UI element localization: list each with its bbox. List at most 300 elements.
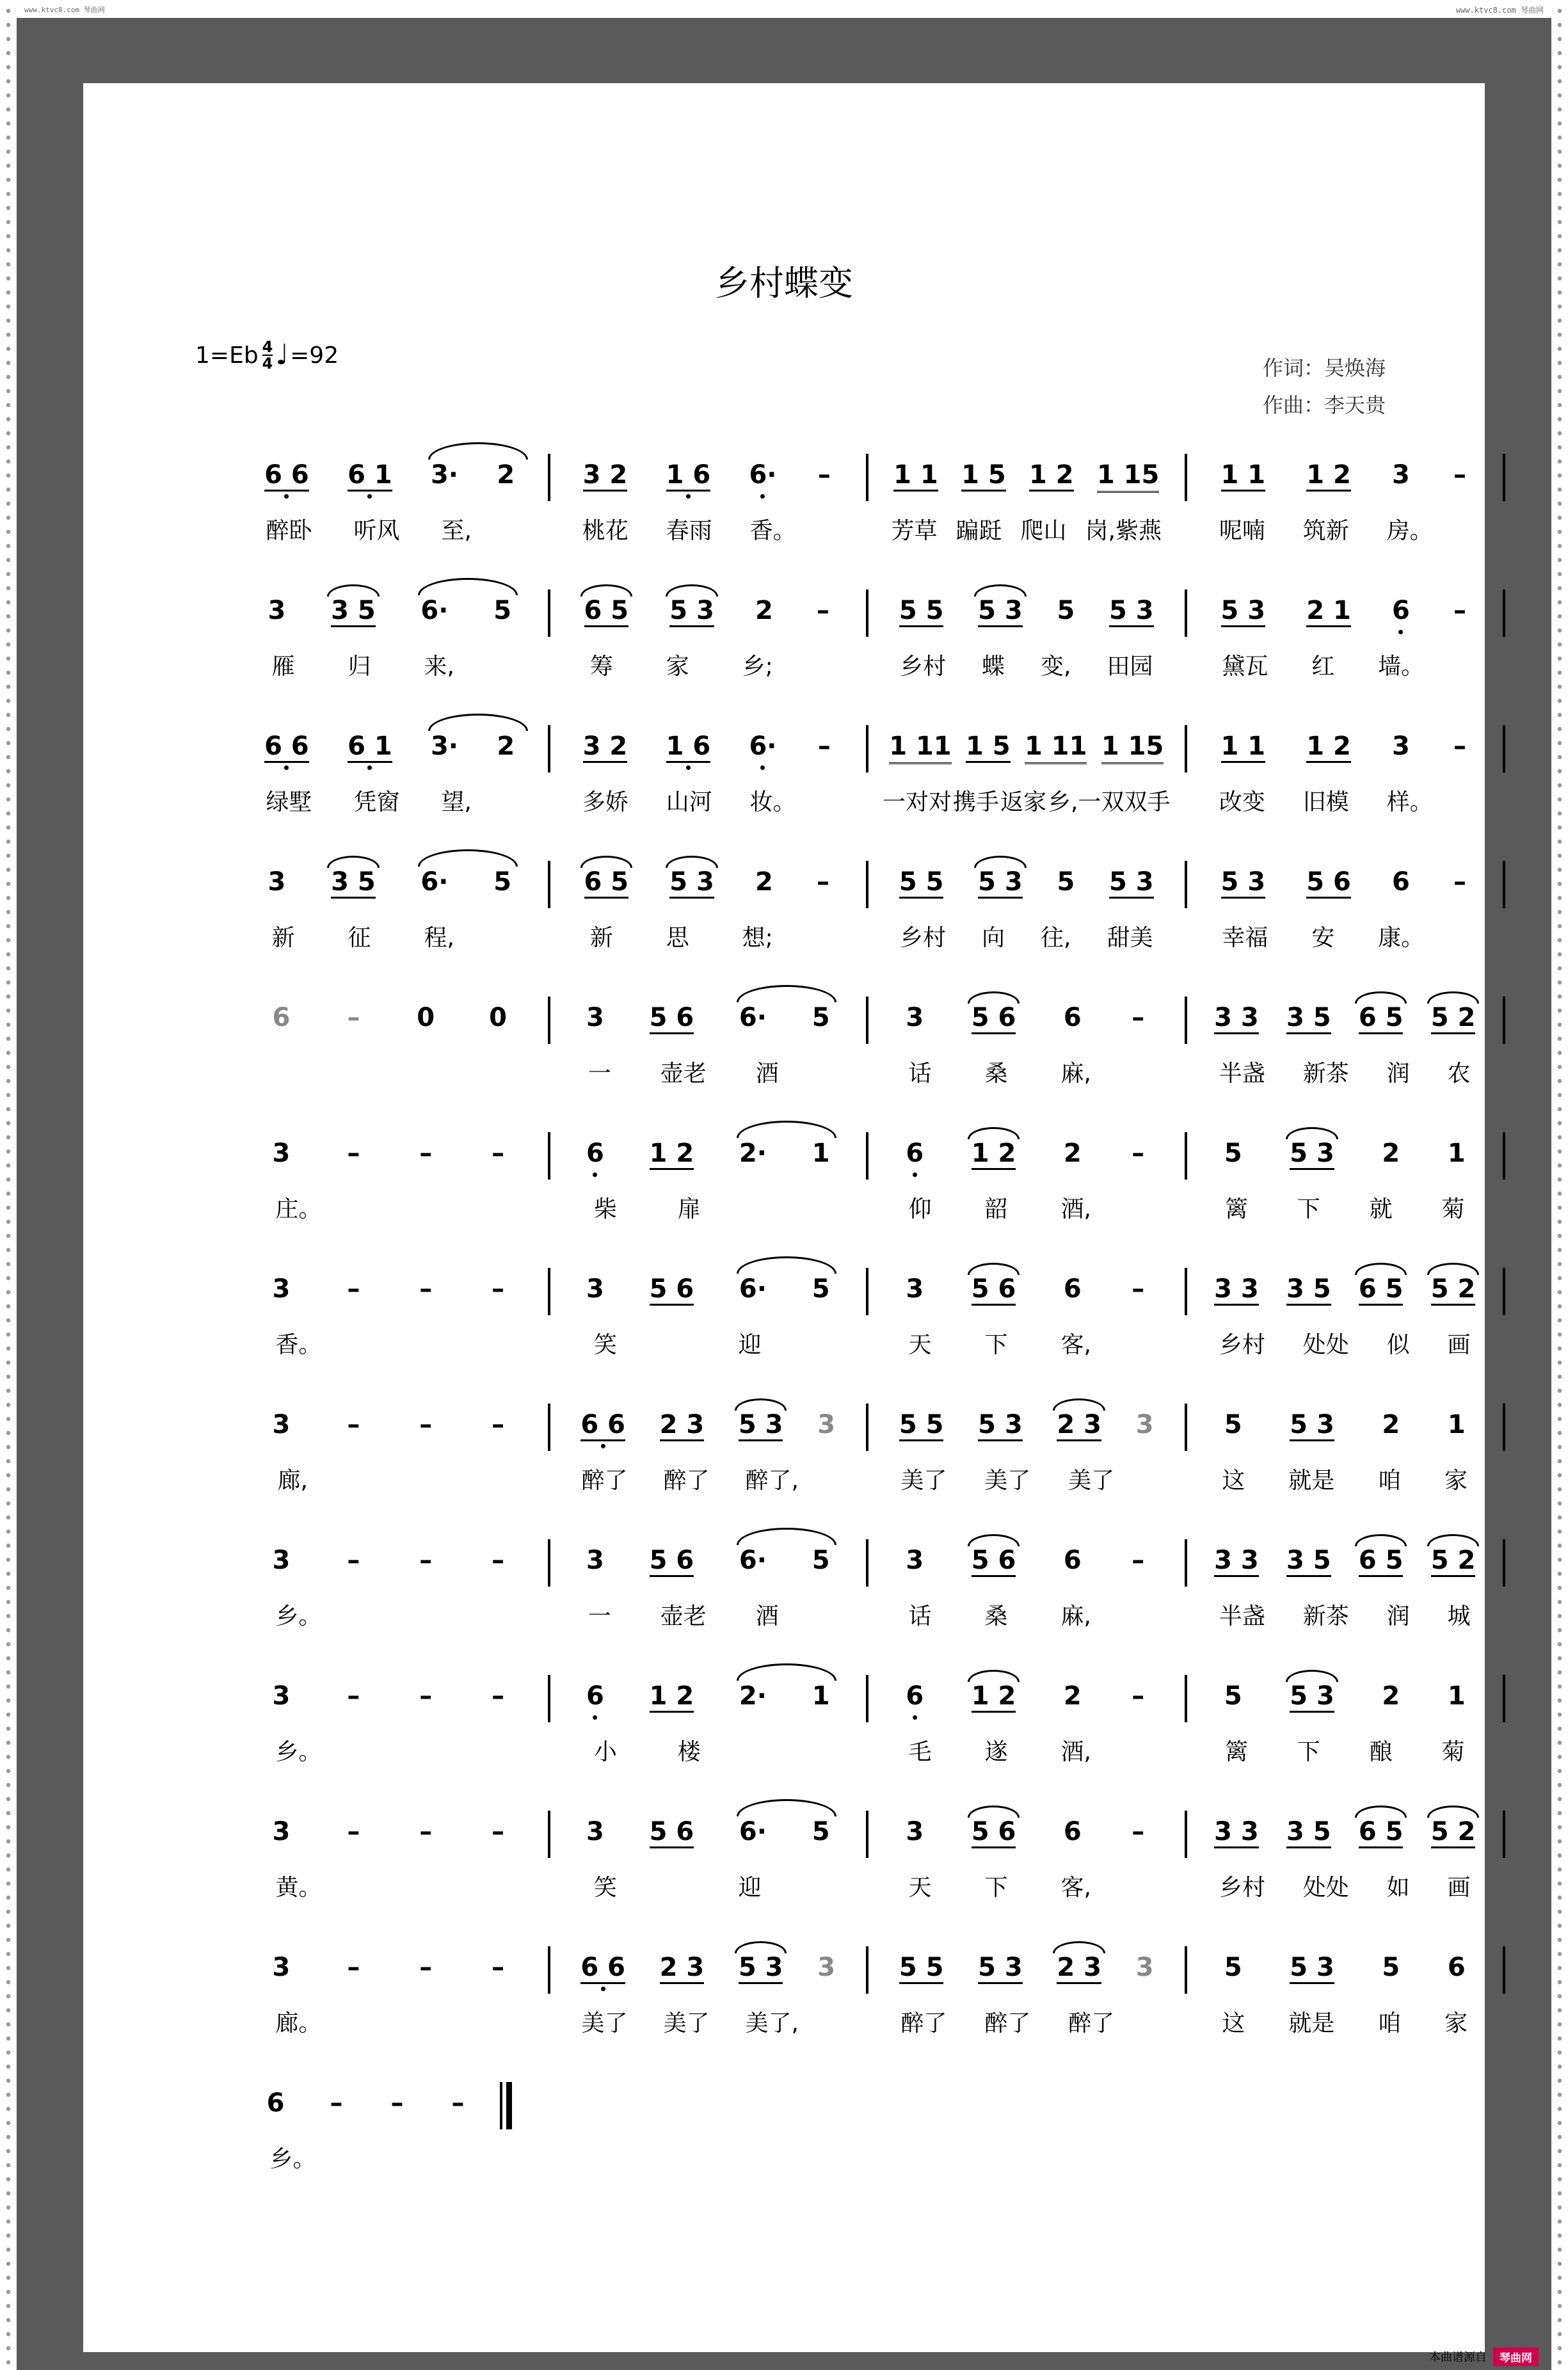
note: 3	[906, 1817, 924, 1846]
lyric-syllable: 廊,	[277, 1468, 308, 1494]
barline	[546, 1539, 552, 1587]
note: 3	[268, 867, 286, 897]
barline	[546, 1811, 552, 1858]
barline	[1501, 861, 1507, 908]
lyric-syllable: 岗,紫燕	[1085, 518, 1162, 544]
footer-source	[1429, 2347, 1539, 2366]
lyrics-row	[234, 648, 1507, 687]
barline	[1183, 1946, 1189, 1994]
barline	[1501, 454, 1507, 501]
lyrics-row	[234, 784, 1507, 822]
lyric-syllable: 毛	[908, 1739, 932, 1765]
note: 5 5	[899, 1401, 944, 1441]
lyric-syllable: 妆。	[749, 789, 796, 815]
barline	[864, 1132, 870, 1180]
barline	[1501, 1539, 1507, 1587]
lyric-syllable: 醉了	[581, 1468, 628, 1494]
lyric-measure	[552, 1462, 865, 1501]
lyric-syllable: 天	[908, 1875, 932, 1901]
lyric-syllable: 呢喃	[1219, 518, 1265, 544]
notes-row	[234, 1265, 1507, 1317]
note: 6·	[749, 451, 776, 490]
note: 3 5	[1286, 994, 1331, 1034]
note: 2	[755, 596, 773, 625]
lyric-syllable: 篱	[1224, 1739, 1248, 1765]
measure	[1189, 587, 1501, 638]
lyric-measure	[1189, 1870, 1501, 1908]
lyric-syllable: 乡村	[900, 653, 947, 680]
note: 5	[1057, 867, 1075, 897]
note: 6 5	[584, 858, 629, 899]
lyric-syllable: 一对对	[883, 789, 952, 815]
lyric-measure	[1189, 1734, 1501, 1772]
lyric-measure	[234, 1734, 546, 1772]
lyric-syllable: 廊。	[275, 2010, 322, 2037]
notes-row	[234, 1537, 1507, 1588]
note: –	[1132, 1546, 1145, 1575]
note: 5 3	[669, 858, 714, 899]
note: 3 5	[331, 858, 376, 899]
note: 1	[1447, 1410, 1466, 1439]
lyric-syllable: 筑新	[1302, 518, 1349, 544]
note: 0	[417, 1003, 435, 1032]
measure	[1189, 994, 1501, 1045]
note: 6	[586, 1130, 604, 1168]
note: –	[1132, 1681, 1145, 1711]
lyric-syllable: 仰	[908, 1196, 932, 1222]
note: –	[419, 1274, 433, 1304]
note: 2·	[739, 1130, 767, 1168]
note: –	[347, 1546, 360, 1575]
lyric-measure	[870, 1734, 1183, 1772]
note: 3·	[431, 451, 458, 490]
note: 3	[272, 1274, 291, 1304]
barline	[1501, 997, 1507, 1044]
note: 5 2	[1431, 994, 1476, 1034]
barline	[1501, 1811, 1507, 1858]
note: 1 11	[889, 723, 951, 764]
barline	[864, 1404, 870, 1451]
lyric-syllable: 酒,	[1060, 1739, 1091, 1765]
barline	[546, 725, 552, 773]
notes-row	[234, 1130, 1507, 1181]
lyric-syllable: 旧模	[1302, 789, 1349, 815]
note: 5 6	[972, 1265, 1016, 1306]
note: 6 6	[580, 1944, 625, 1984]
note: 1 11	[1025, 723, 1087, 764]
measure	[870, 723, 1183, 774]
note: 3	[906, 1003, 924, 1032]
measure	[552, 1401, 865, 1452]
note: –	[492, 1817, 505, 1846]
measure	[870, 1808, 1183, 1859]
lyric-measure	[870, 1462, 1183, 1501]
lyric-syllable: 新	[271, 925, 295, 951]
lyric-syllable: 酒,	[1060, 1196, 1091, 1222]
note: 3	[1135, 1410, 1154, 1439]
score-line	[83, 1944, 1485, 2037]
note: 6	[266, 2088, 285, 2118]
note: –	[492, 1139, 505, 1168]
lyric-syllable: 多娇	[582, 789, 628, 815]
note: 3	[586, 1274, 604, 1304]
notes-row	[234, 994, 1507, 1045]
note: 3 2	[583, 451, 628, 492]
note: 6 5	[1359, 1265, 1404, 1306]
measure	[234, 1130, 546, 1181]
lyric-syllable: 征	[348, 925, 371, 951]
barline	[546, 454, 552, 501]
note: 6	[906, 1130, 924, 1168]
lyric-measure	[870, 2005, 1183, 2044]
note: 5 3	[978, 587, 1023, 627]
note: 6	[272, 1003, 291, 1032]
measure	[1189, 1808, 1501, 1859]
barline	[1501, 1268, 1507, 1315]
measure	[870, 1672, 1183, 1724]
lyric-syllable: 酿	[1369, 1739, 1393, 1765]
lyric-syllable: 美了	[663, 2010, 710, 2037]
lyric-syllable: 菊	[1441, 1196, 1465, 1222]
lyric-syllable: 乡,一双双手	[1048, 789, 1171, 815]
lyrics-row	[234, 1191, 1507, 1229]
site-badge: 琴曲网	[1493, 2348, 1539, 2366]
lyric-syllable: 话	[908, 1603, 932, 1629]
lyric-syllable: 乡。	[275, 1739, 322, 1765]
lyric-syllable: 处处	[1302, 1332, 1349, 1358]
tempo-value: =92	[290, 342, 339, 369]
score-line	[83, 1130, 1485, 1222]
lyric-syllable: 往,	[1041, 925, 1071, 951]
note: 3 3	[1214, 1537, 1259, 1577]
lyric-syllable: 至,	[441, 518, 472, 544]
lyric-measure	[552, 1598, 865, 1637]
note: 2 3	[660, 1401, 705, 1441]
note: 5 3	[739, 1401, 783, 1441]
note: 5 3	[1109, 587, 1154, 627]
note: 3	[272, 1953, 291, 1982]
lyric-syllable: 望,	[441, 789, 472, 815]
notes-row	[234, 1808, 1507, 1859]
note: 2	[1063, 1139, 1082, 1168]
note: –	[1453, 596, 1466, 625]
measure	[234, 587, 546, 638]
lyric-syllable: 如	[1386, 1875, 1410, 1901]
lyric-syllable: 醉卧	[266, 518, 312, 544]
note: 1 2	[1029, 451, 1074, 492]
note: 2 3	[660, 1944, 705, 1984]
note: –	[1132, 1139, 1145, 1168]
measure	[234, 1808, 546, 1859]
measure	[552, 451, 865, 502]
note: –	[419, 1953, 433, 1982]
lyric-measure	[552, 784, 865, 822]
lyric-syllable: 山河	[666, 789, 712, 815]
quarter-note-icon: ♩	[275, 339, 289, 371]
lyric-syllable: 韶	[984, 1196, 1008, 1222]
measure	[552, 587, 865, 638]
lyric-syllable: 下	[1297, 1739, 1320, 1765]
note: 5	[1224, 1681, 1242, 1711]
lyric-measure	[552, 1327, 865, 1365]
note: 1 2	[650, 1130, 694, 1170]
note: –	[390, 2088, 404, 2118]
note: 2	[1382, 1139, 1400, 1168]
note: 1 15	[1097, 451, 1159, 493]
lyric-syllable: 话	[908, 1061, 932, 1087]
lyric-syllable: 扉	[677, 1196, 701, 1222]
lyric-syllable: 就是	[1288, 2010, 1335, 2037]
lyric-measure	[870, 513, 1183, 551]
lyric-measure	[870, 1191, 1183, 1229]
lyrics-row	[234, 1734, 1507, 1772]
lyric-syllable: 润	[1386, 1061, 1410, 1087]
lyric-syllable: 变,	[1041, 653, 1071, 680]
note: 3	[1391, 732, 1410, 761]
note: –	[419, 1410, 433, 1439]
note: 6	[1063, 1546, 1082, 1575]
note: 2·	[739, 1672, 767, 1711]
lyric-measure	[234, 513, 546, 551]
key-signature	[195, 333, 339, 378]
lyric-syllable: 桑	[984, 1603, 1008, 1629]
lyric-measure	[1189, 920, 1501, 958]
note: 3 3	[1214, 994, 1259, 1034]
key-text: 1=Eb	[195, 342, 259, 369]
note: 6 5	[1359, 994, 1404, 1034]
note: 6·	[749, 723, 776, 761]
note: 2	[497, 732, 515, 761]
note: –	[419, 1546, 433, 1575]
score-line	[83, 587, 1485, 680]
lyric-measure	[1189, 784, 1501, 822]
note: –	[1132, 1003, 1145, 1032]
note: 3	[586, 1546, 604, 1575]
notes-row	[234, 1401, 1507, 1452]
lyric-measure	[234, 2141, 500, 2179]
note: 2	[755, 867, 773, 897]
note: 5 6	[972, 1808, 1016, 1848]
measure	[870, 858, 1183, 909]
note: 2 3	[1057, 1944, 1101, 1984]
note: 5 3	[1290, 1944, 1334, 1984]
note: 6 5	[1359, 1808, 1404, 1848]
note: 6·	[739, 1265, 767, 1304]
note: 1 2	[972, 1130, 1016, 1170]
barline	[1183, 725, 1189, 773]
lyric-syllable: 家	[1444, 2010, 1468, 2037]
note: 5 6	[1306, 858, 1351, 899]
note: 1	[1447, 1681, 1466, 1711]
lyrics-row	[234, 2141, 1507, 2179]
note: 3	[906, 1546, 924, 1575]
note: –	[1453, 867, 1466, 897]
note: 6·	[420, 858, 448, 897]
note: 3	[272, 1410, 291, 1439]
note: –	[1132, 1817, 1145, 1846]
note: 1 5	[961, 451, 1006, 492]
lyric-measure	[870, 648, 1183, 687]
lyric-measure	[552, 2005, 865, 2044]
lyric-syllable: 房。	[1386, 518, 1433, 544]
note: 6	[1063, 1274, 1082, 1304]
measure	[234, 1537, 546, 1588]
lyric-syllable: 天	[908, 1332, 932, 1358]
note: 1 15	[1101, 723, 1164, 764]
lyric-measure	[234, 1462, 546, 1501]
measure	[1189, 451, 1501, 502]
lyric-syllable: 春雨	[666, 518, 712, 544]
note: 5 6	[650, 994, 694, 1034]
note: 3	[272, 1681, 291, 1711]
barline	[546, 861, 552, 908]
lyrics-row	[234, 2005, 1507, 2044]
lyrics-row	[234, 1462, 1507, 1501]
lyric-syllable: 归	[348, 653, 371, 680]
lyric-syllable: 黛瓦	[1222, 653, 1268, 680]
lyric-syllable: 康。	[1378, 925, 1425, 951]
measure	[1189, 1944, 1501, 1995]
right-perforation-rail	[1551, 0, 1568, 2370]
note: 5 2	[1431, 1808, 1476, 1848]
note: –	[347, 1003, 360, 1032]
lyric-syllable: 想;	[742, 925, 773, 951]
score-line	[83, 451, 1485, 544]
lyric-syllable: 雁	[271, 653, 295, 680]
measure	[1189, 1130, 1501, 1181]
lyric-measure	[870, 1870, 1183, 1908]
composer-credit: 作曲：李天贵	[1262, 393, 1386, 417]
note: 5 6	[650, 1265, 694, 1306]
barline	[1183, 1539, 1189, 1587]
lyric-syllable: 向	[982, 925, 1005, 951]
time-sig-bottom: 4	[262, 355, 273, 372]
lyric-measure	[234, 648, 546, 687]
note: 1 2	[1306, 451, 1351, 492]
note: 1 6	[666, 451, 711, 492]
lyric-syllable: 甜美	[1107, 925, 1153, 951]
lyric-measure	[1189, 2005, 1501, 2044]
note: 5 5	[899, 858, 944, 899]
lyric-measure	[552, 920, 865, 958]
measure	[870, 994, 1183, 1045]
measure	[234, 723, 546, 774]
lyric-syllable: 下	[984, 1875, 1008, 1901]
note: 3 2	[583, 723, 628, 763]
barline	[1183, 1675, 1189, 1722]
lyric-syllable: 思	[666, 925, 689, 951]
note: 5 3	[1290, 1130, 1334, 1170]
lyric-measure	[870, 920, 1183, 958]
note: 6·	[420, 587, 448, 625]
note: 3 5	[1286, 1808, 1331, 1848]
note: 3 5	[331, 587, 376, 627]
note: 5 3	[978, 1401, 1023, 1441]
note: 5	[1057, 596, 1075, 625]
note: 3	[586, 1003, 604, 1032]
note: 6	[1391, 867, 1410, 897]
score-line	[83, 723, 1485, 815]
measure	[552, 1130, 865, 1181]
lyric-syllable: 美了	[1068, 1468, 1115, 1494]
barline	[546, 589, 552, 637]
lyric-syllable: 农	[1447, 1061, 1471, 1087]
barline	[1501, 1132, 1507, 1180]
note: 5	[1382, 1953, 1400, 1982]
lyric-measure	[552, 1191, 865, 1229]
note: –	[1453, 460, 1466, 490]
barline	[864, 1946, 870, 1994]
note: 5 6	[650, 1808, 694, 1848]
note: 1 2	[1306, 723, 1351, 763]
barline	[1183, 454, 1189, 501]
note: –	[492, 1681, 505, 1711]
score-line	[83, 1265, 1485, 1358]
note: 5 3	[1290, 1672, 1334, 1713]
lyric-syllable: 醉了,	[745, 1468, 799, 1494]
lyric-syllable: 幸福	[1222, 925, 1268, 951]
measure	[870, 1944, 1183, 1995]
note: 1 6	[666, 723, 711, 763]
measure	[1189, 723, 1501, 774]
measure	[1189, 1537, 1501, 1588]
lyric-measure	[1189, 648, 1501, 687]
lyric-syllable: 客,	[1060, 1875, 1091, 1901]
note: 1 2	[650, 1672, 694, 1713]
measure	[234, 2079, 500, 2131]
lyric-measure	[234, 2005, 546, 2044]
notes-row	[234, 723, 1507, 774]
note: 6·	[739, 1808, 767, 1846]
lyrics-row	[234, 1598, 1507, 1637]
barline	[546, 1946, 552, 1994]
lyric-syllable: 桃花	[582, 518, 628, 544]
top-left-watermark: www.ktvc8.com 琴曲网	[24, 6, 105, 14]
footer-source-label: 本曲谱源自	[1429, 2351, 1487, 2364]
lyric-syllable: 咱	[1378, 1468, 1402, 1494]
lyric-measure	[552, 513, 865, 551]
note: 6 6	[264, 723, 309, 763]
barline	[546, 1268, 552, 1315]
lyric-syllable: 迎	[738, 1332, 762, 1358]
lyric-syllable: 香。	[749, 518, 796, 544]
left-perforation-rail	[0, 0, 17, 2370]
barline	[864, 589, 870, 637]
time-signature	[262, 339, 273, 371]
note: 5 3	[978, 1944, 1023, 1984]
note: –	[347, 1817, 360, 1846]
lyric-measure	[1189, 1327, 1501, 1365]
note: 5	[812, 1274, 830, 1304]
lyric-syllable: 一	[588, 1061, 611, 1087]
lyric-syllable: 安	[1311, 925, 1335, 951]
note: –	[492, 1953, 505, 1982]
lyric-syllable: 芳草	[891, 518, 938, 544]
lyric-syllable: 麻,	[1060, 1061, 1091, 1087]
barline	[546, 997, 552, 1044]
note: 5	[812, 1003, 830, 1032]
measure	[552, 858, 865, 909]
score-line	[83, 858, 1485, 951]
note: 1	[812, 1139, 830, 1168]
barline	[1501, 725, 1507, 773]
lyric-measure	[1189, 1462, 1501, 1501]
lyric-syllable: 筹	[589, 653, 613, 680]
lyric-measure	[870, 1055, 1183, 1094]
note: –	[347, 1681, 360, 1711]
score-line	[83, 1808, 1485, 1901]
note: 6	[1447, 1953, 1466, 1982]
